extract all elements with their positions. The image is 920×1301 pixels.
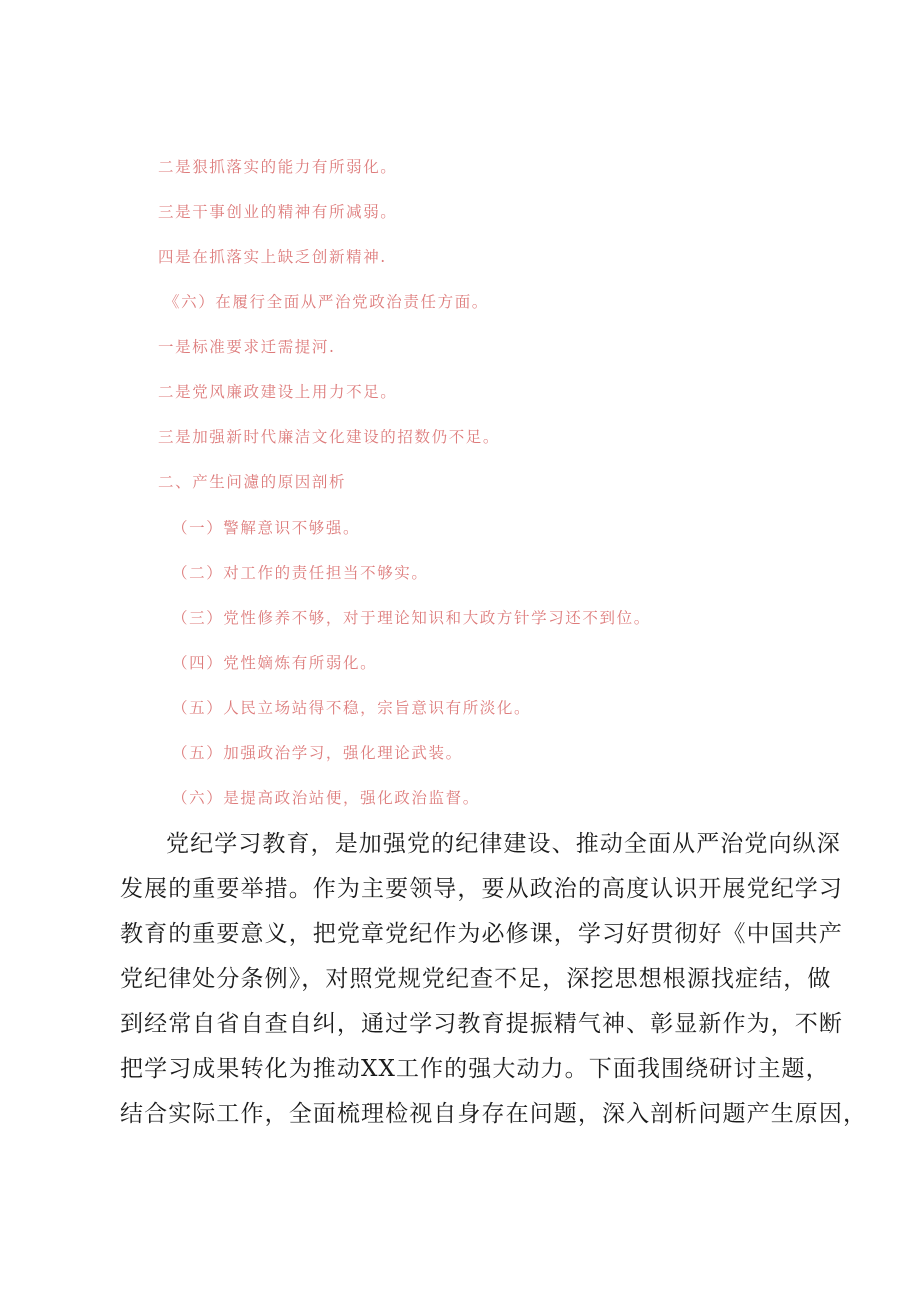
body-line: 到经常自省自查自纠，通过学习教育提振精气神、彰显新作为，不断 bbox=[120, 1011, 843, 1037]
outline-item: 二是狠抓落实的能力有所弱化。 bbox=[158, 158, 398, 176]
outline-item: （五）加强政治学习，强化理论武装。 bbox=[172, 744, 463, 762]
body-paragraph bbox=[120, 822, 868, 1137]
outline-item: （六）是提高政治站便，强化政治监督。 bbox=[172, 789, 480, 807]
outline-item: （一）警解意识不够强。 bbox=[172, 519, 361, 537]
outline-item: （三）党性修养不够，对于理论知识和大政方针学习还不到位。 bbox=[172, 609, 651, 627]
outline-item: 一是标准要求迁需提河. bbox=[158, 338, 336, 356]
outline-item: 二是党风廉政建设上用力不足。 bbox=[158, 383, 398, 401]
outline-chapter-heading: 二、产生问濾的原因剖析 bbox=[158, 473, 347, 491]
outline-item: 三是加强新时代廉洁文化建设的招数仍不足。 bbox=[158, 428, 501, 446]
outline-item: （五）人民立场站得不稳，宗旨意识有所淡化。 bbox=[172, 699, 532, 717]
body-line: 结合实际工作，全面梳理检视自身存在问题，深入剖析问题产生原因， bbox=[120, 1101, 868, 1127]
outline-item: （四）党性嫡炼有所弱化。 bbox=[172, 654, 378, 672]
body-line: 教育的重要意义，把党章党纪作为必修课，学习好贯彻好《中国共产 bbox=[120, 921, 843, 947]
body-line: 发展的重要举措。作为主要领导，要从政治的高度认识开展党纪学习 bbox=[120, 876, 843, 902]
body-line: 党纪学习教育，是加强党的纪律建设、推动全面从严治党向纵深 bbox=[166, 831, 841, 857]
outline-section-heading: 《六）在履行全面从严治党政治责任方面。 bbox=[164, 293, 489, 311]
body-line: 把学习成果转化为推动XX工作的强大动力。下面我围绕研讨主题， bbox=[120, 1056, 830, 1082]
outline-item: 三是干事创业的精神有所减弱。 bbox=[158, 203, 398, 221]
outline-item: （二）对工作的责任担当不够实。 bbox=[172, 564, 429, 582]
body-line: 党纪律处分条例》，对照党规党纪查不足，深挖思想根源找症结，做 bbox=[120, 966, 832, 992]
outline-item: 四是在抓落实上缺乏创新精神. bbox=[158, 248, 387, 266]
